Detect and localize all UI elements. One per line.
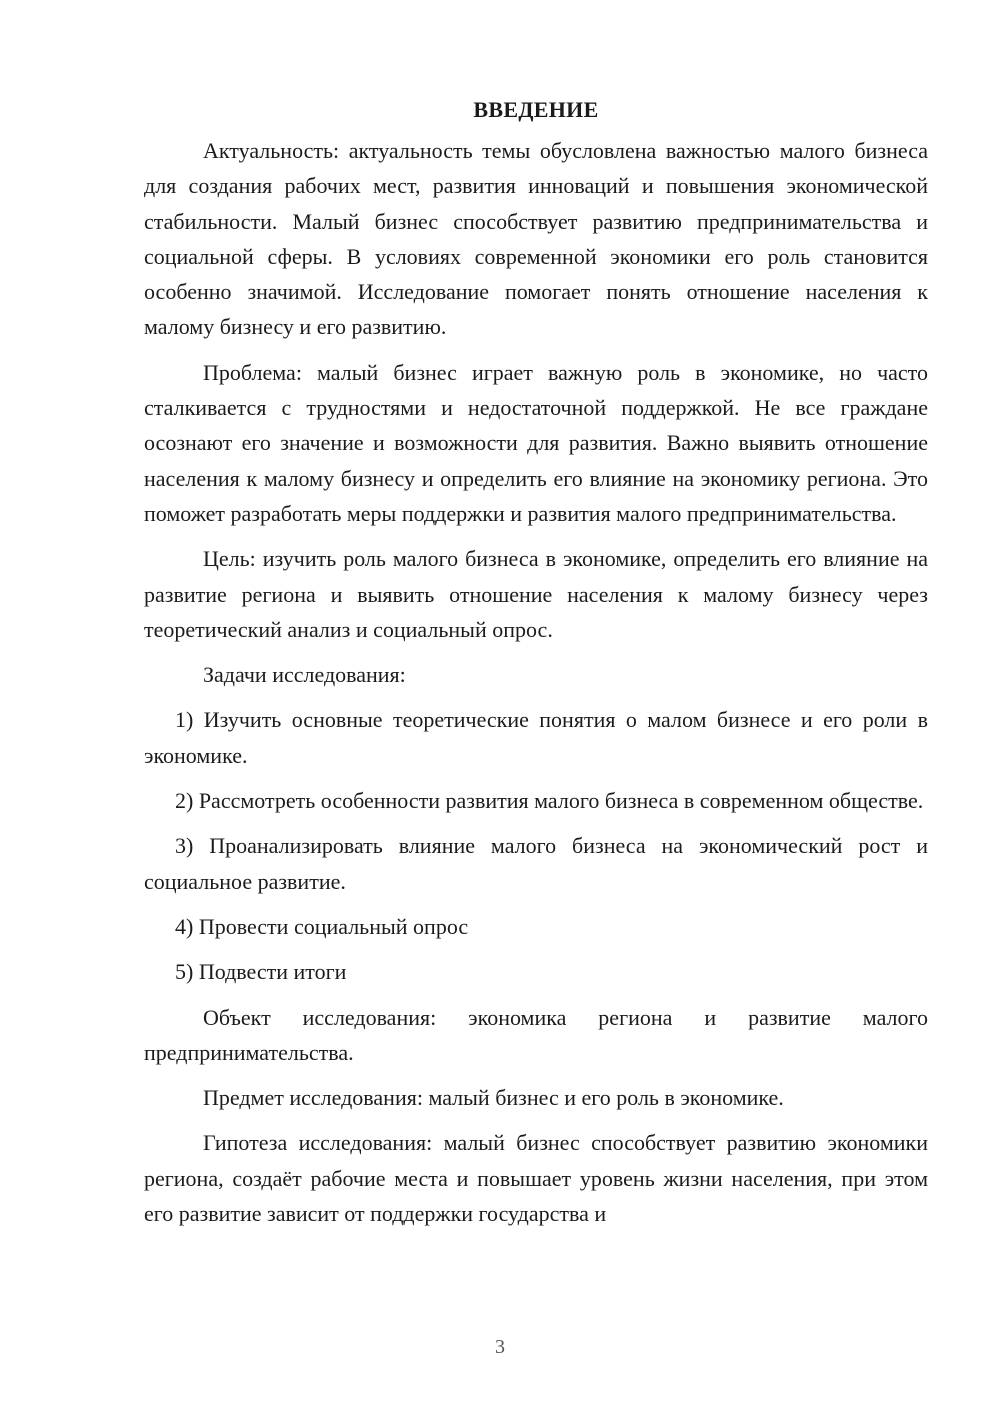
list-item-task-3: 3) Проанализировать влияние малого бизнеса на экономический рост и социальное развитие. xyxy=(144,833,928,894)
paragraph-hypothesis: Гипотеза исследования: малый бизнес способствует развитию экономики региона, создаёт рабочие места и повышает уровень жизни населения, при этом его развитие зависит от поддержки государства и xyxy=(144,1130,928,1227)
paragraph-object: Объект исследования: экономика региона и развитие малого предпринимательства. xyxy=(144,1004,928,1065)
document-page xyxy=(144,92,928,1241)
page-number: 3 xyxy=(495,1336,505,1358)
list-item-task-4: 4) Провести социальный опрос xyxy=(175,913,469,939)
paragraph-relevance: Актуальность: актуальность темы обусловлена важностью малого бизнеса для создания рабочих мест, развития инноваций и повышения экономической стабильности. Малый бизнес способствует развитию предпринимательства и социальной сферы. В условиях современной экономики его роль становится особенно значимой. Исследование помогает понять отношение населения к малому бизнесу и его развитию. xyxy=(144,138,928,340)
page-title: ВВЕДЕНИЕ xyxy=(473,97,599,122)
paragraph-subject: Предмет исследования: малый бизнес и его роль в экономике. xyxy=(203,1085,784,1111)
list-item-task-2: 2) Рассмотреть особенности развития малого бизнеса в современном обществе. xyxy=(175,788,924,814)
list-item-task-1: 1) Изучить основные теоретические понятия о малом бизнесе и его роли в экономике. xyxy=(144,707,928,768)
list-item-task-5: 5) Подвести итоги xyxy=(175,959,347,985)
paragraph-goal: Цель: изучить роль малого бизнеса в экономике, определить его влияние на развитие региона и выявить отношение населения к малому бизнесу через теоретический анализ и социальный опрос. xyxy=(144,546,928,642)
paragraph-tasks-title: Задачи исследования: xyxy=(203,662,406,688)
paragraph-problem: Проблема: малый бизнес играет важную роль в экономике, но часто сталкивается с трудностями и недостаточной поддержкой. Не все граждане осознают его значение и возможности для развития. Важно выявить отношение населения к малому бизнесу и определить его влияние на экономику региона. Это поможет разработать меры поддержки и развития малого предпринимательства. xyxy=(144,359,928,526)
